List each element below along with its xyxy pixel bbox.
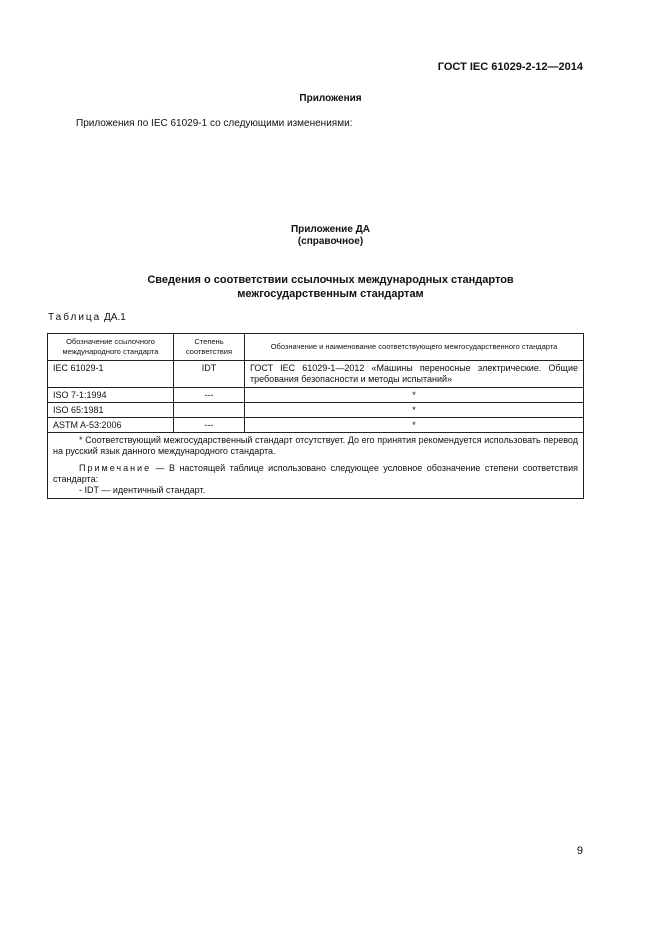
table-notes-row — [48, 433, 584, 499]
cell-degree: --- — [174, 388, 245, 403]
heading-line-2: межгосударственным стандартам — [237, 288, 424, 300]
note-label: Примечание — [79, 463, 152, 473]
cell-degree: IDT — [174, 361, 245, 388]
table-note — [53, 463, 578, 485]
note-text: — В настоящей таблице использовано следующее условное обозначение степени соответствия стандарта: — [53, 463, 578, 484]
table-row — [48, 403, 584, 418]
table-caption — [48, 312, 126, 323]
cell-degree — [174, 403, 245, 418]
column-header-national: Обозначение и наименование соответствующего межгосударственного стандарта — [245, 334, 584, 361]
cell-national: * — [245, 403, 584, 418]
cell-reference: ASTM A-53:2006 — [48, 418, 174, 433]
page-number: 9 — [576, 845, 583, 857]
cell-degree: --- — [174, 418, 245, 433]
table-row — [48, 418, 584, 433]
document-code-header: ГОСТ IEC 61029-2-12—2014 — [437, 61, 583, 73]
table-footnote: * Соответствующий межгосударственный стандарт отсутствует. До его принятия рекомендуется использовать перевод на русский язык данного международного стандарта. — [53, 435, 578, 456]
column-header-reference: Обозначение ссылочного международного стандарта — [48, 334, 174, 361]
column-header-degree: Степень соответствия — [174, 334, 245, 361]
cell-reference: ISO 7-1:1994 — [48, 388, 174, 403]
cell-reference: IEC 61029-1 — [48, 361, 174, 388]
note-item: - IDT — идентичный стандарт. — [79, 485, 206, 495]
cell-reference: ISO 65:1981 — [48, 403, 174, 418]
appendix-da-title — [0, 224, 661, 248]
appendices-title: Приложения — [299, 93, 362, 104]
appendix-da-status: (справочное) — [297, 236, 364, 247]
cell-national: ГОСТ IEC 61029-1—2012 «Машины переносные электрические. Общие требования безопасности и методы испытаний» — [245, 361, 584, 388]
appendix-da-heading — [0, 273, 661, 301]
table-row — [48, 388, 584, 403]
cell-national: * — [245, 418, 584, 433]
appendix-da-name: Приложение ДА — [290, 224, 371, 235]
table-caption-prefix: Таблица — [48, 312, 102, 323]
heading-line-1: Сведения о соответствии ссылочных международных стандартов — [147, 274, 514, 286]
table-row — [48, 361, 584, 388]
table-notes — [48, 433, 584, 499]
appendices-intro: Приложения по IEC 61029-1 со следующими изменениями: — [76, 118, 353, 129]
table-caption-id: ДА.1 — [104, 312, 126, 323]
cell-national: * — [245, 388, 584, 403]
standards-table — [47, 333, 584, 499]
